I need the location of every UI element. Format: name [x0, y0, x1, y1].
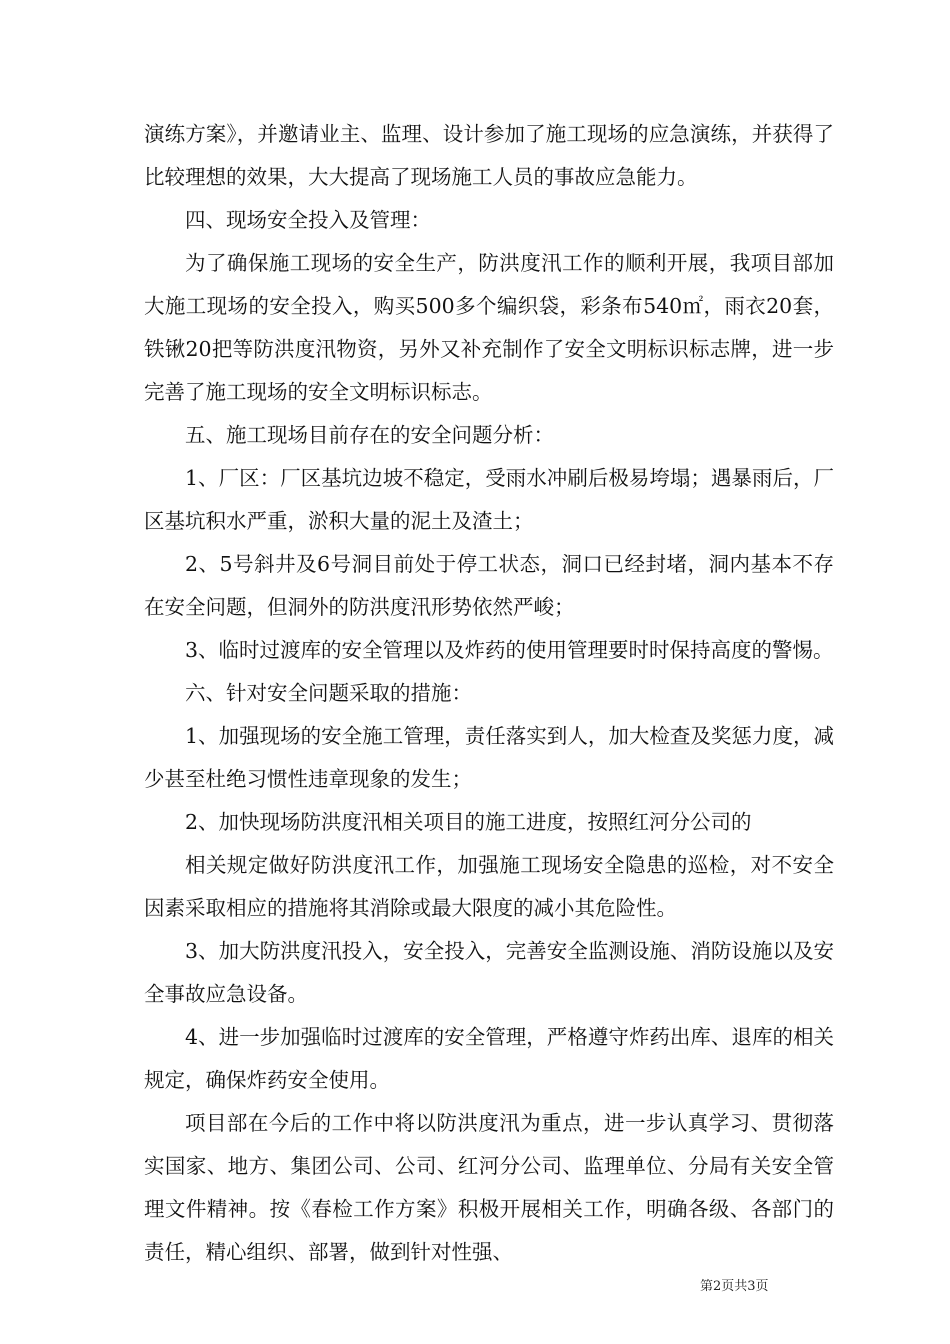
paragraph: 项目部在今后的工作中将以防洪度汛为重点，进一步认真学习、贯彻落实国家、地方、集团公司、公司、红河分公司、监理单位、分局有关安全管理文件精神。按《春检工作方案》积极开展相关工作，明确各级、各部门的责任，精心组织、部署，做到针对性强、: [144, 1111, 834, 1264]
list-item: 1、加强现场的安全施工管理，责任落实到人，加大检查及奖惩力度，减少甚至杜绝习惯性违章现象的发生；: [144, 724, 834, 791]
list-item: 3、加大防洪度汛投入，安全投入，完善安全监测设施、消防设施以及安全事故应急设备。: [144, 939, 834, 1006]
list-item: 2、5号斜井及6号洞目前处于停工状态，洞口已经封堵，洞内基本不存在安全问题，但洞外的防洪度汛形势依然严峻；: [144, 552, 834, 619]
paragraph: 为了确保施工现场的安全生产，防洪度汛工作的顺利开展，我项目部加大施工现场的安全投入，购买500多个编织袋，彩条布540㎡，雨衣20套，铁锹20把等防洪度汛物资，另外又补充制作了安全文明标识标志牌，进一步完善了施工现场的安全文明标识标志。: [144, 251, 834, 404]
document-body: [144, 113, 834, 1274]
page-number: 第2页共3页: [700, 1279, 769, 1294]
section-heading-4: 四、现场安全投入及管理：: [185, 208, 431, 232]
list-item: 1、厂区：厂区基坑边坡不稳定，受雨水冲刷后极易垮塌；遇暴雨后，厂区基坑积水严重，淤积大量的泥土及渣土；: [144, 466, 834, 533]
paragraph: 演练方案》，并邀请业主、监理、设计参加了施工现场的应急演练，并获得了比较理想的效果，大大提高了现场施工人员的事故应急能力。: [144, 122, 834, 189]
paragraph: 相关规定做好防洪度汛工作，加强施工现场安全隐患的巡检，对不安全因素采取相应的措施将其消除或最大限度的减小其危险性。: [144, 853, 834, 920]
list-item: 3、临时过渡库的安全管理以及炸药的使用管理要时时保持高度的警惕。: [185, 638, 834, 662]
section-heading-6: 六、针对安全问题采取的措施：: [185, 681, 472, 705]
list-item: 2、加快现场防洪度汛相关项目的施工进度，按照红河分公司的: [185, 810, 752, 834]
list-item: 4、进一步加强临时过渡库的安全管理，严格遵守炸药出库、退库的相关规定，确保炸药安全使用。: [144, 1025, 834, 1092]
section-heading-5: 五、施工现场目前存在的安全问题分析：: [185, 423, 554, 447]
